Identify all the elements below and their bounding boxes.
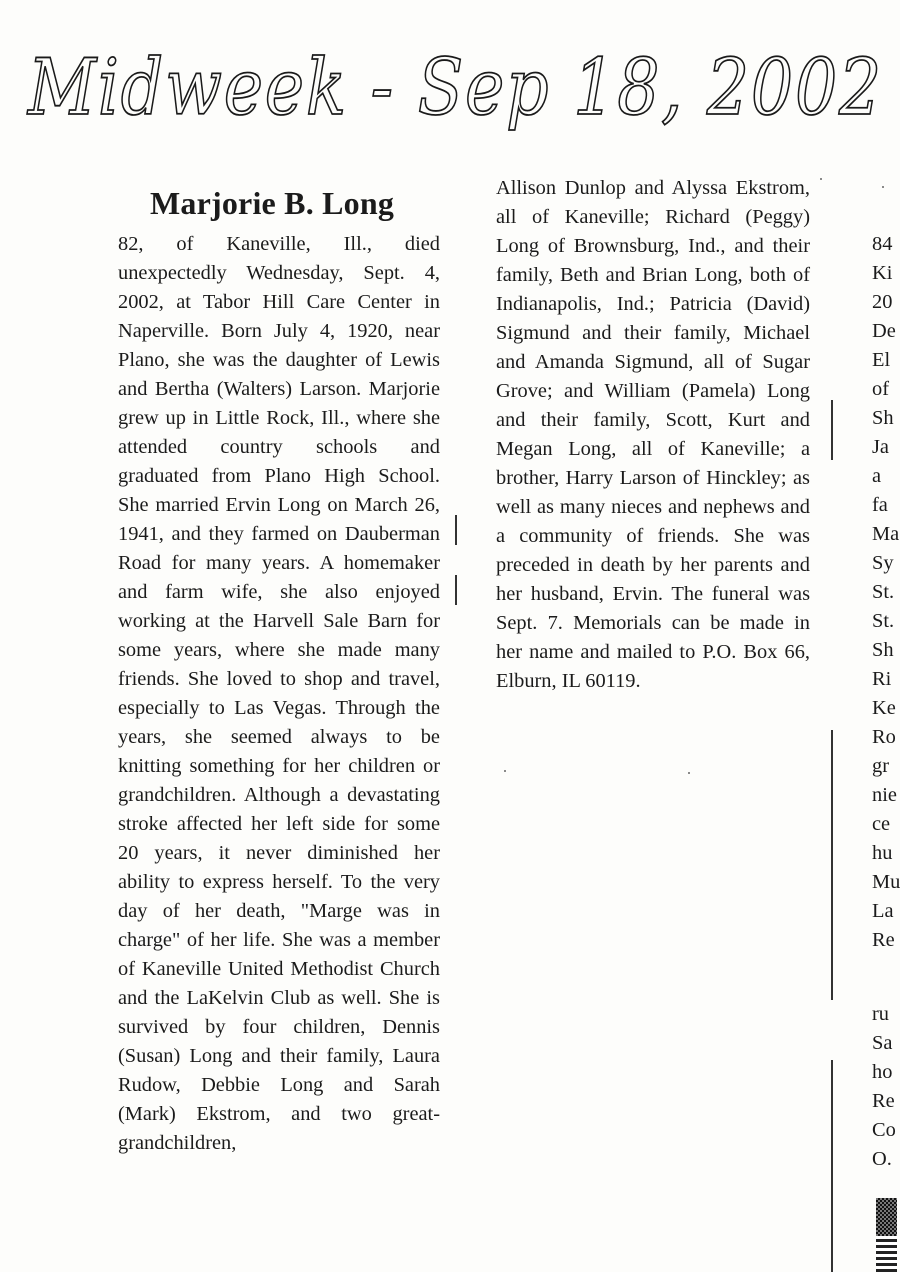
column-rule-right-3 bbox=[831, 1060, 833, 1272]
adjacent-column-line: a bbox=[872, 465, 882, 487]
speck bbox=[504, 770, 506, 772]
adjacent-column-line: La bbox=[872, 900, 894, 922]
adjacent-column-line: Sh bbox=[872, 407, 894, 429]
adjacent-column-line: hu bbox=[872, 842, 893, 864]
adjacent-column-line: Ke bbox=[872, 697, 896, 719]
adjacent-column-line: El bbox=[872, 349, 891, 371]
obituary-name: Marjorie B. Long bbox=[150, 185, 395, 221]
adjacent-column-line: gr bbox=[872, 755, 889, 777]
adjacent-column-line: Re bbox=[872, 1090, 895, 1112]
speck bbox=[688, 772, 690, 774]
flag-stars bbox=[876, 1198, 897, 1236]
obituary-column-2: Allison Dunlop and Alyssa Ekstrom, all of Kaneville; Richard (Peggy) Long of Brownsburg, Ind., and their family, Beth and Brian Long, both of Indianapolis, Ind.; Patricia (David) Sigmund and their family, Michael and Amanda Sigmund, all of Sugar Grove; and William (Pamela) Long and their family, Scott, Kurt and Megan Long, all of Kaneville; a brother, Harry Larson of Hinckley; as well as many nieces and nephews and a community of friends. She was preceded in death by her parents and her husband, Ervin. The funeral was Sept. 7. Memorials can be made in her name and mailed to P.O. Box 66, Elburn, IL 60119. bbox=[496, 177, 810, 692]
adjacent-column-line: 20 bbox=[872, 291, 893, 313]
adjacent-column-line: 84 bbox=[872, 233, 893, 255]
obituary-column-1: 82, of Kaneville, Ill., died unexpectedly Wednesday, Sept. 4, 2002, at Tabor Hill Care Center in Naperville. Born July 4, 1920, near Plano, she was the daughter of Lewis and Bertha (Walters) Larson. Marjorie grew up in Little Rock, Ill., where she attended country schools and graduated from Plano High School. She married Ervin Long on March 26, 1941, and they farmed on Dauberman Road for many years. A homemaker and farm wife, she also enjoyed working at the Harvell Sale Barn for some years, where she made many friends. She loved to shop and travel, especially to Las Vegas. Through the years, she seemed always to be knitting something for her children or grandchildren. Although a devastating stroke affected her left side for some 20 years, it never diminished her ability to express herself. To the very day of her death, "Marge was in charge" of her life. She was a member of Kaneville United Methodist Church and the LaKelvin Club as well. She is survived by four children, Dennis (Susan) Long and their family, Laura Rudow, Debbie Long and Sarah (Mark) Ekstrom, and two great-grandchildren, bbox=[118, 233, 440, 1154]
adjacent-column-line: nie bbox=[872, 784, 897, 806]
adjacent-column-line: Mu bbox=[872, 871, 900, 893]
column-rule-right bbox=[831, 400, 833, 460]
adjacent-column-line: ho bbox=[872, 1061, 893, 1083]
adjacent-column-line: Ri bbox=[872, 668, 892, 690]
adjacent-column-line: ru bbox=[872, 1003, 889, 1025]
column-rule-left-2 bbox=[455, 575, 457, 605]
adjacent-column-line: Ja bbox=[872, 436, 889, 458]
adjacent-column-line: De bbox=[872, 320, 896, 342]
adjacent-column-upper bbox=[872, 230, 900, 955]
adjacent-column-line: Sy bbox=[872, 552, 894, 574]
adjacent-column-line: St. bbox=[872, 581, 895, 603]
adjacent-column-line: O. bbox=[872, 1148, 892, 1170]
adjacent-column-line: St. bbox=[872, 610, 895, 632]
speck bbox=[820, 178, 822, 180]
column-rule-right-2 bbox=[831, 730, 833, 1000]
handwritten-note-text: Midweek - Sep 18, 2002 bbox=[26, 43, 883, 133]
adjacent-column-lower bbox=[872, 1000, 897, 1174]
speck bbox=[882, 186, 884, 188]
column-rule-left bbox=[455, 515, 457, 545]
adjacent-column-line: Re bbox=[872, 929, 895, 951]
adjacent-column-line: Ma bbox=[872, 523, 900, 545]
adjacent-column-line: Sa bbox=[872, 1032, 893, 1054]
adjacent-column-line: ce bbox=[872, 813, 891, 835]
adjacent-column-line: Ro bbox=[872, 726, 896, 748]
adjacent-column-line: Ki bbox=[872, 262, 893, 284]
adjacent-column-line: Co bbox=[872, 1119, 896, 1141]
adjacent-column-line: of bbox=[872, 378, 889, 400]
adjacent-column-line: Sh bbox=[872, 639, 894, 661]
handwritten-date-note bbox=[28, 32, 893, 142]
adjacent-column-line: fa bbox=[872, 494, 888, 516]
